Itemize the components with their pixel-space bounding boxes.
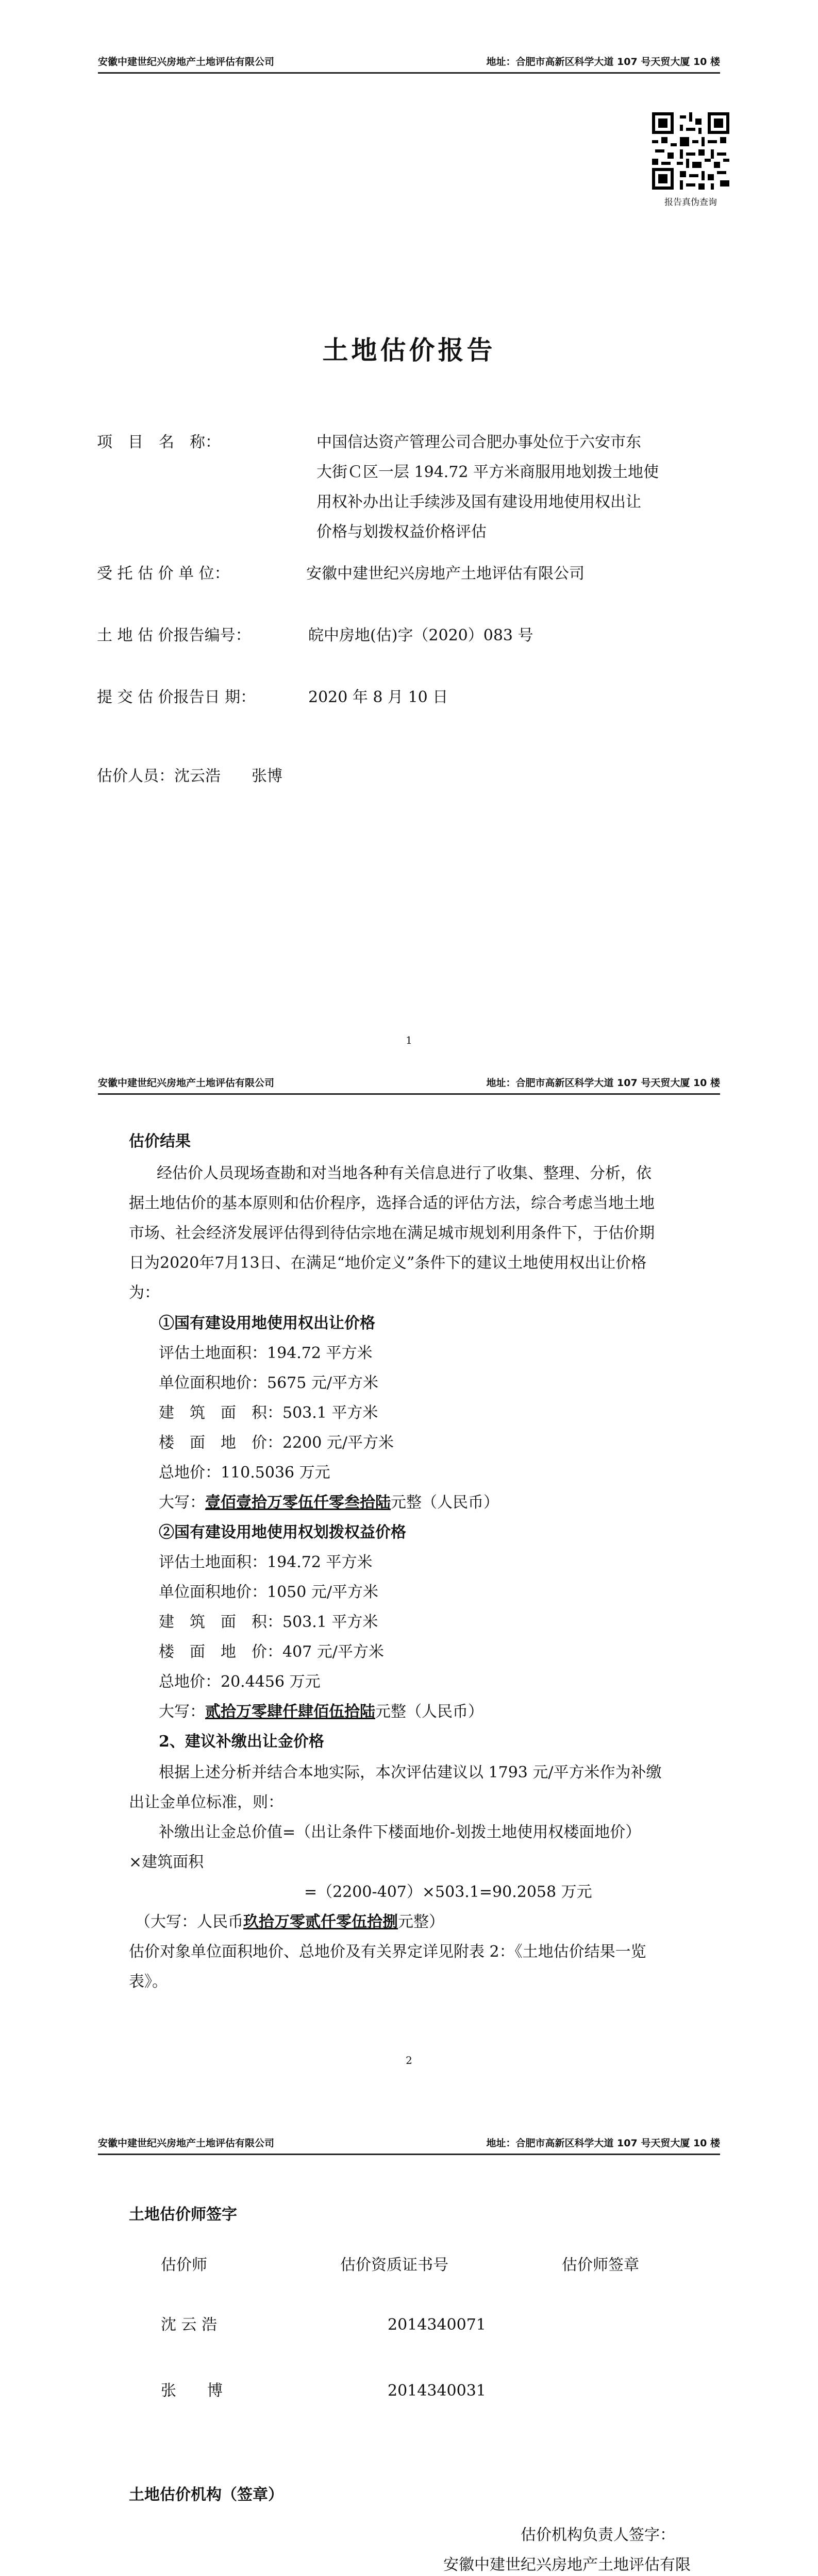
project-name-line: 用权补办出让手续涉及国有建设用地使用权出让	[316, 493, 641, 511]
allocation-price-line: 楼 面 地 价：407 元/平方米	[159, 1643, 384, 1661]
supplementary-fee-formula: 补缴出让金总价值=（出让条件下楼面地价-划拨土地使用权楼面地价）	[159, 1823, 641, 1841]
project-name-line: 价格与划拨权益价格评估	[316, 523, 487, 541]
closing-line: 估价对象单位面积地价、总地价及有关界定详见附表 2：《土地估价结果一览	[129, 1943, 646, 1961]
supplementary-fee-result: =（2200-407）×503.1=90.2058 万元	[304, 1883, 592, 1901]
report-page-2	[0, 1062, 818, 2125]
supplementary-fee-line: 根据上述分析并结合本地实际，本次评估建议以 1793 元/平方米作为补缴	[159, 1764, 662, 1782]
project-name-label: 项 目 名 称：	[97, 433, 221, 451]
col-header-appraiser: 估价师	[161, 2256, 207, 2274]
header-company: 安徽中建世纪兴房地产土地评估有限公司	[98, 2138, 275, 2149]
supplementary-fee-formula: ×建筑面积	[129, 1853, 204, 1871]
qr-caption: 报告真伪查询	[664, 197, 717, 208]
intro-line: 日为2020年7月13日、在满足“地价定义”条件下的建议土地使用权出让价格	[129, 1254, 647, 1272]
section-allocation-price-title: ②国有建设用地使用权划拨权益价格	[159, 1523, 406, 1541]
report-number-value: 皖中房地(估)字（2020）083 号	[308, 626, 533, 645]
qr-code-icon	[652, 112, 729, 190]
org-head-signature-label: 估价机构负责人签字：	[521, 2526, 675, 2544]
allocation-price-line: 评估土地面积：194.72 平方米	[159, 1553, 373, 1571]
appraiser-name: 张 博	[161, 2382, 223, 2400]
report-title: 土地估价报告	[322, 335, 496, 365]
transfer-price-line: 建 筑 面 积：503.1 平方米	[159, 1404, 378, 1422]
allocation-price-line: 建 筑 面 积：503.1 平方米	[159, 1613, 378, 1631]
results-heading: 估价结果	[129, 1132, 191, 1150]
appraiser-name: 沈 云 浩	[161, 2316, 218, 2334]
project-name-line: 中国信达资产管理公司合肥办事处位于六安市东	[316, 433, 641, 451]
allocation-price-amount-in-words: 大写：贰拾万零肆仟肆佰伍拾陆元整（人民币）	[159, 1703, 483, 1721]
page-header	[98, 2133, 720, 2155]
entrusted-unit-label: 受 托 估 价 单 位：	[97, 565, 230, 583]
col-header-certificate: 估价资质证书号	[340, 2256, 448, 2274]
report-number-label: 土 地 估 价报告编号：	[97, 626, 251, 645]
closing-line: 表》。	[129, 1973, 168, 1991]
page-header	[98, 52, 720, 74]
intro-line: 市场、社会经济发展评估得到待估宗地在满足城市规划利用条件下，于估价期	[129, 1224, 655, 1242]
supplementary-fee-line: 出让金单位标准，则：	[129, 1793, 283, 1811]
page-number: 2	[406, 2054, 412, 2066]
org-name-line: 安徽中建世纪兴房地产土地评估有限	[443, 2556, 691, 2574]
appraisers: 估价人员：沈云浩 张博	[97, 767, 282, 785]
intro-line: 据土地估价的基本原则和估价程序，选择合适的评估方法，综合考虑当地土地	[129, 1194, 655, 1212]
appraiser-certificate: 2014340031	[388, 2382, 486, 2400]
report-page-1	[0, 0, 818, 1062]
section-transfer-price-title: ①国有建设用地使用权出让价格	[159, 1314, 375, 1332]
amount-in-words-value: 壹佰壹拾万零伍仟零叁拾陆	[205, 1494, 391, 1512]
col-header-seal: 估价师签章	[562, 2256, 639, 2274]
amount-in-words-value: 玖拾万零贰仟零伍拾捌	[243, 1913, 398, 1931]
transfer-price-line: 楼 面 地 价：2200 元/平方米	[159, 1434, 394, 1452]
header-address: 地址：合肥市高新区科学大道 107 号天贸大厦 10 楼	[486, 2138, 720, 2149]
header-address: 地址：合肥市高新区科学大道 107 号天贸大厦 10 楼	[486, 56, 720, 67]
signatures-heading: 土地估价师签字	[129, 2206, 237, 2224]
transfer-price-line: 单位面积地价：5675 元/平方米	[159, 1374, 378, 1392]
transfer-price-line: 总地价：110.5036 万元	[159, 1464, 330, 1482]
submission-date-label: 提 交 估 价报告日 期：	[97, 688, 256, 706]
header-company: 安徽中建世纪兴房地产土地评估有限公司	[98, 1077, 275, 1089]
appraiser-certificate: 2014340071	[388, 2316, 486, 2334]
intro-line: 为：	[129, 1284, 160, 1302]
intro-line: 经估价人员现场查勘和对当地各种有关信息进行了收集、整理、分析，依	[157, 1164, 652, 1182]
allocation-price-line: 单位面积地价：1050 元/平方米	[159, 1583, 378, 1601]
transfer-price-line: 评估土地面积：194.72 平方米	[159, 1344, 373, 1362]
report-page-3	[0, 2125, 818, 2576]
submission-date-value: 2020 年 8 月 10 日	[308, 688, 448, 706]
allocation-price-line: 总地价：20.4456 万元	[159, 1673, 321, 1691]
header-company: 安徽中建世纪兴房地产土地评估有限公司	[98, 56, 275, 67]
entrusted-unit-value: 安徽中建世纪兴房地产土地评估有限公司	[306, 565, 585, 583]
project-name-line: 大街Ｃ区一层 194.72 平方米商服用地划拨土地使	[316, 463, 659, 481]
transfer-price-amount-in-words: 大写：壹佰壹拾万零伍仟零叁拾陆元整（人民币）	[159, 1494, 499, 1512]
supplementary-fee-amount-in-words: （大写：人民币玖拾万零贰仟零伍拾捌元整）	[135, 1913, 444, 1931]
page-header	[98, 1073, 720, 1095]
amount-in-words-value: 贰拾万零肆仟肆佰伍拾陆	[205, 1703, 375, 1721]
page-number: 1	[406, 1034, 412, 1046]
section-supplementary-fee-title: 2、建议补缴出让金价格	[159, 1733, 324, 1751]
org-heading: 土地估价机构（签章）	[129, 2486, 283, 2504]
header-address: 地址：合肥市高新区科学大道 107 号天贸大厦 10 楼	[486, 1077, 720, 1089]
